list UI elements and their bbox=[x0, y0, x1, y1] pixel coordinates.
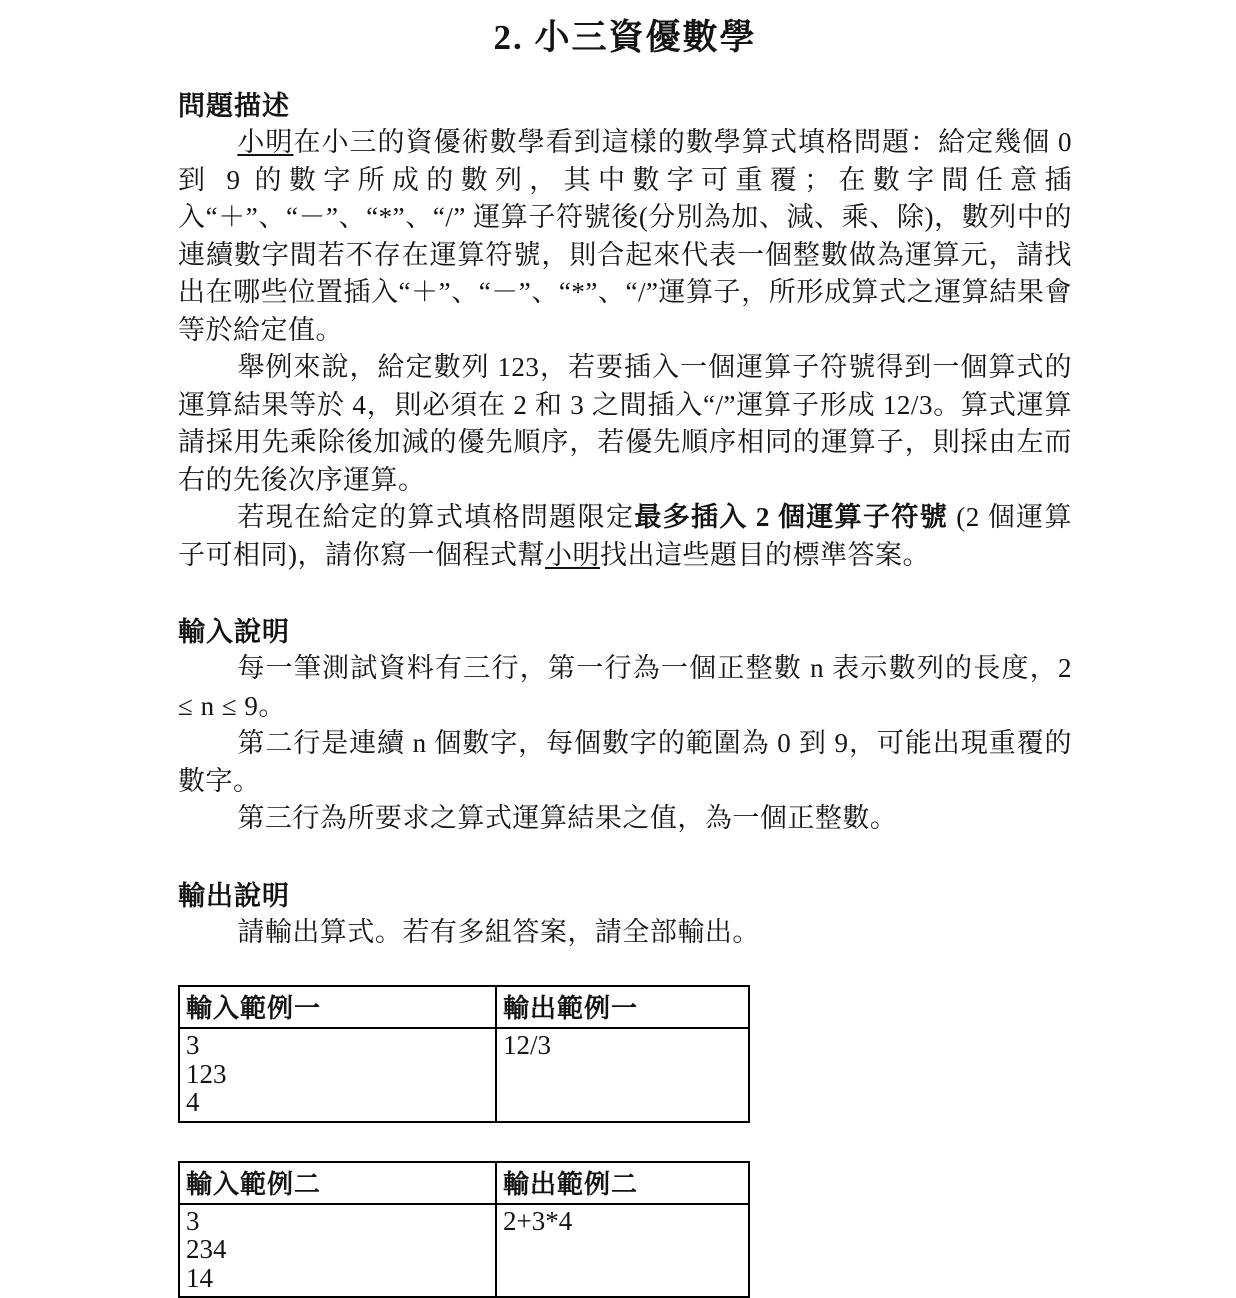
output-description-line: 請輸出算式。若有多組答案，請全部輸出。 bbox=[178, 914, 1072, 952]
example-2-table bbox=[178, 1161, 750, 1298]
problem-paragraph-2: 舉例來說，給定數列 123，若要插入一個運算子符號得到一個算式的運算結果等於 4，則必須在 2 和 3 之間插入“/”運算子形成 12/3。算式運算請採用先乘除後加減的優先順序，若優先順序相同的運算子，則採由左而右的先後次序運算。 bbox=[178, 349, 1072, 499]
example-2-output-header: 輸出範例二 bbox=[496, 1162, 749, 1204]
problem-paragraph-3-post: 找出這些題目的標準答案。 bbox=[600, 540, 930, 570]
input-description-line-1: 每一筆測試資料有三行，第一行為一個正整數 n 表示數列的長度，2 ≤ n ≤ 9。 bbox=[178, 650, 1072, 725]
example-1-output-line-1: 12/3 bbox=[503, 1031, 742, 1060]
bold-constraint-text: 最多插入 2 個運算子符號 bbox=[634, 502, 948, 532]
example-1-input-line-2: 123 bbox=[186, 1060, 489, 1089]
section-heading-output-description: 輸出說明 bbox=[178, 878, 1072, 914]
example-2-input-header: 輸入範例二 bbox=[179, 1162, 496, 1204]
example-2-header-row bbox=[179, 1162, 749, 1204]
example-2-body-row bbox=[179, 1204, 749, 1298]
example-2-table-container bbox=[178, 1161, 1072, 1298]
example-2-output-cell bbox=[496, 1204, 749, 1298]
problem-paragraph-3-mid: (2 個運算子可相同)，請你寫一個程式幫 bbox=[178, 502, 1072, 570]
problem-paragraph-1 bbox=[178, 124, 1072, 349]
example-1-header-row bbox=[179, 986, 749, 1028]
example-2-input-line-3: 14 bbox=[186, 1264, 489, 1293]
example-1-input-line-1: 3 bbox=[186, 1031, 489, 1060]
example-2-output-line-1: 2+3*4 bbox=[503, 1207, 742, 1236]
example-1-input-header: 輸入範例一 bbox=[179, 986, 496, 1028]
section-heading-input-description: 輸入說明 bbox=[178, 614, 1072, 650]
example-1-input-line-3: 4 bbox=[186, 1088, 489, 1117]
problem-paragraph-1-text: 在小三的資優術數學看到這樣的數學算式填格問題：給定幾個 0 到 9 的數字所成的數列，其中數字可重覆；在數字間任意插入“＋”、“－”、“*”、“/” 運算子符號後(分別為加、減、乘、除)，數列中的連續數字間若不存在運算符號，則合起來代表一個整數做為運算元，請找出在哪些位置插入“＋”、“－”、“*”、“/”運算子，所形成算式之運算結果會等於給定值。 bbox=[178, 127, 1072, 345]
input-description-line-3: 第三行為所要求之算式運算結果之值，為一個正整數。 bbox=[178, 800, 1072, 838]
underlined-name-xiaoming: 小明 bbox=[237, 127, 293, 157]
page-title: 2. 小三資優數學 bbox=[178, 14, 1072, 62]
example-1-table-container bbox=[178, 985, 1072, 1123]
problem-paragraph-3 bbox=[178, 499, 1072, 574]
problem-paragraph-3-pre: 若現在給定的算式填格問題限定 bbox=[237, 502, 634, 532]
section-heading-problem-description: 問題描述 bbox=[178, 88, 1072, 124]
example-2-input-line-2: 234 bbox=[186, 1235, 489, 1264]
underlined-name-xiaoming-2: 小明 bbox=[545, 540, 600, 570]
example-1-input-cell bbox=[179, 1028, 496, 1122]
example-1-table bbox=[178, 985, 750, 1123]
example-2-input-cell bbox=[179, 1204, 496, 1298]
example-1-output-header: 輸出範例一 bbox=[496, 986, 749, 1028]
example-1-output-cell bbox=[496, 1028, 749, 1122]
input-description-line-2: 第二行是連續 n 個數字，每個數字的範圍為 0 到 9，可能出現重覆的數字。 bbox=[178, 725, 1072, 800]
example-2-input-line-1: 3 bbox=[186, 1207, 489, 1236]
example-1-body-row bbox=[179, 1028, 749, 1122]
